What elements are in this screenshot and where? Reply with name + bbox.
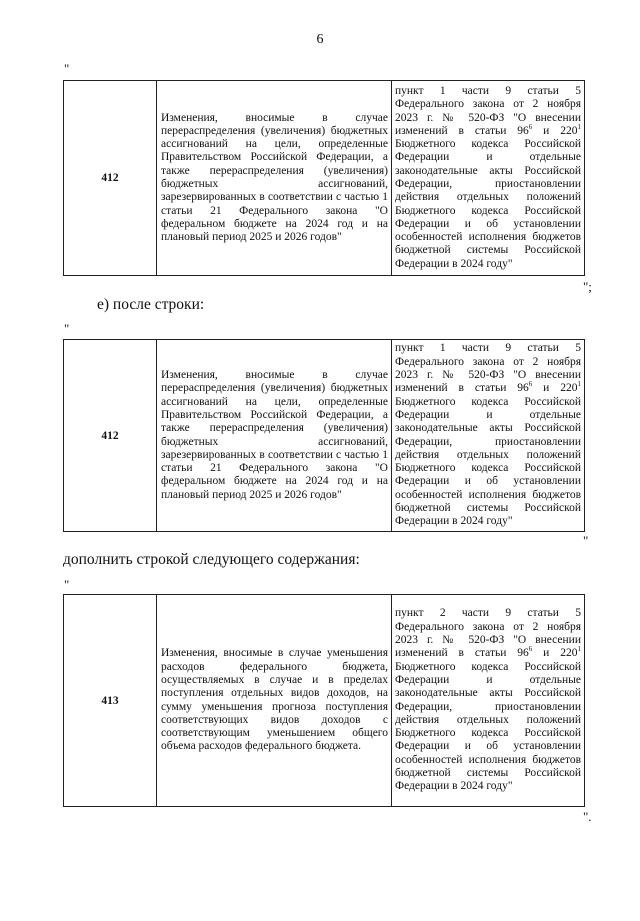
row-legal-basis: пункт 1 части 9 статьи 5 Федерального закона от 2 ноября 2023 г. № 520-ФЗ "О внесении изменений в статьи $96^6$ и $220^1$ Бюджетного кодекса Российской Федерации и отдельные законодательные акты Российской Федерации, приостановлении действия отдельных положений Бюджетного кодекса Российской Федерации и об установлении особенностей исполнения бюджетов бюджетной системы Российской Федерации в 2024 году" <box>392 81 585 276</box>
quote-open-mark: " <box>64 577 70 592</box>
row-code: 413 <box>64 595 157 807</box>
page-number: 6 <box>316 32 324 47</box>
row-code: 412 <box>64 81 157 276</box>
end-mark-1: "; <box>583 279 592 294</box>
row-legal-basis: пункт 2 части 9 статьи 5 Федерального закона от 2 ноября 2023 г. № 520-ФЗ "О внесении изменений в статьи $96^6$ и $220^1$ Бюджетного кодекса Российской Федерации и отдельные законодательные акты Российской Федерации, приостановлении действия отдельных положений Бюджетного кодекса Российской Федерации и об установлении особенностей исполнения бюджетов бюджетной системы Российской Федерации в 2024 году" <box>392 595 585 807</box>
table-row-412-second <box>63 339 585 532</box>
table-row-412-first <box>63 80 585 276</box>
quote-open-mark: " <box>64 61 70 76</box>
end-mark-2: " <box>583 533 589 548</box>
row-code: 412 <box>64 340 157 532</box>
row-description: Изменения, вносимые в случае перераспределения (увеличения) бюджетных ассигнований на цели, определенные Правительством Российской Федерации, а также перераспределения (увеличения) бюджетных ассигнований, зарезервированных в соответствии с частью 1 статьи 21 Федерального закона "О федеральном бюджете на 2024 год и на плановый период 2025 и 2026 годов" <box>157 81 392 276</box>
end-mark-3: ". <box>583 809 592 824</box>
row-description: Изменения, вносимые в случае уменьшения расходов федерального бюджета, осуществляемых в случае и в пределах поступления отдельных видов доходов, на сумму уменьшения прогноза поступления соответствующих видов доходов с соответствующим уменьшением общего объема расходов федерального бюджета. <box>157 595 392 807</box>
row-legal-basis: пункт 1 части 9 статьи 5 Федерального закона от 2 ноября 2023 г. № 520-ФЗ "О внесении изменений в статьи $96^6$ и $220^1$ Бюджетного кодекса Российской Федерации и отдельные законодательные акты Российской Федерации, приостановлении действия отдельных положений Бюджетного кодекса Российской Федерации и об установлении особенностей исполнения бюджетов бюджетной системы Российской Федерации в 2024 году" <box>392 340 585 532</box>
paragraph-e: е) после строки: <box>97 296 205 313</box>
quote-open-mark: " <box>64 321 70 336</box>
row-description: Изменения, вносимые в случае перераспределения (увеличения) бюджетных ассигнований на цели, определенные Правительством Российской Федерации, а также перераспределения (увеличения) бюджетных ассигнований, зарезервированных в соответствии с частью 1 статьи 21 Федерального закона "О федеральном бюджете на 2024 год и на плановый период 2025 и 2026 годов" <box>157 340 392 532</box>
table-row-413 <box>63 594 585 807</box>
paragraph-add: дополнить строкой следующего содержания: <box>63 551 360 568</box>
